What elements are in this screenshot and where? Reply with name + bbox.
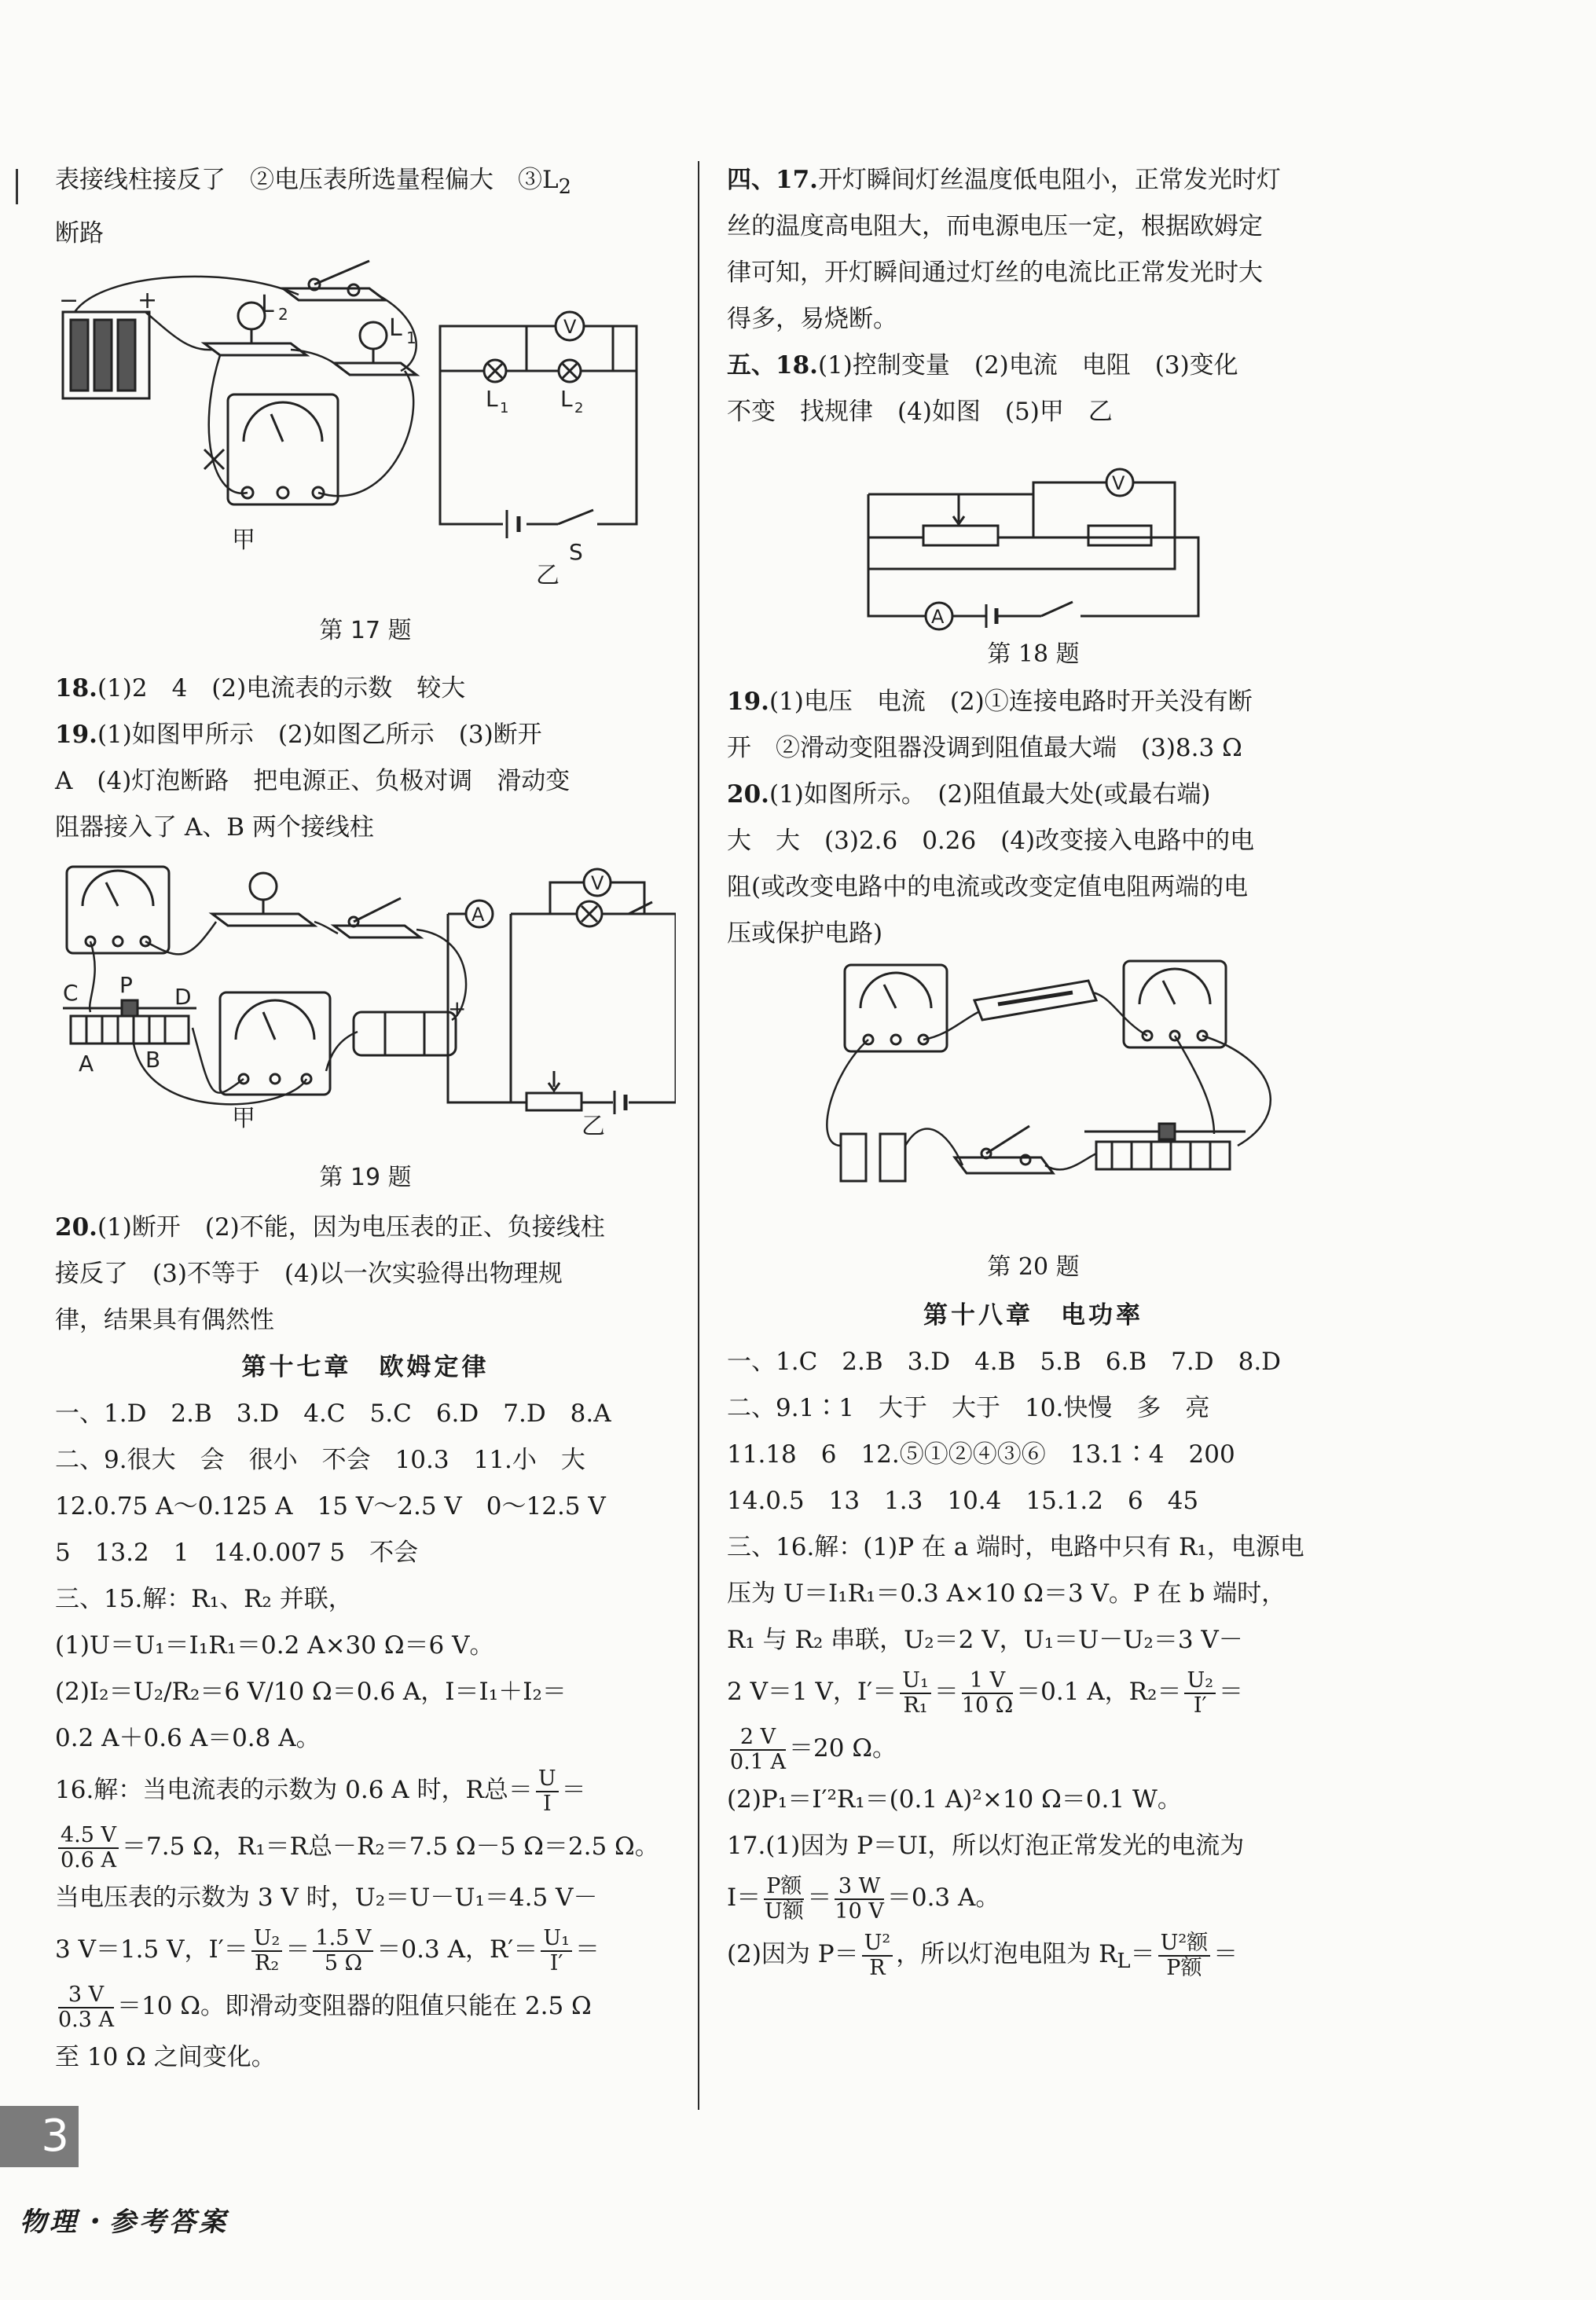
fraction: $\frac{\text{U₁}}{\text{R₁}}$ (900, 1669, 931, 1718)
svg-text:L: L (261, 291, 274, 319)
r-q17b-line-2: I＝ $\frac{\text{P额}}{\text{U额}}$ ＝ $\frac{3 W}{10 V}$ ＝0.3 A。 (727, 1873, 1000, 1924)
figure-18-caption: 第 18 题 (987, 640, 1080, 668)
svg-text:1: 1 (500, 400, 509, 417)
battery-icon (59, 287, 157, 398)
voltmeter-icon (1124, 961, 1226, 1047)
knife-switch-icon (334, 898, 420, 937)
q16-line-5: $\frac{3 V}{0.3 A}$ ＝10 Ω。即滑动变阻器的阻值只能在 2.5 Ω (58, 1982, 592, 2032)
intro-line-2: 断路 (55, 219, 104, 248)
q16-line-3: 当电压表的示数为 3 V 时，U₂＝U－U₁＝4.5 V－ (55, 1884, 598, 1913)
q19-line-2: A (4)灯泡断路 把电源正、负极对调 滑动变 (55, 767, 571, 796)
svg-text:L: L (486, 386, 498, 413)
ch18-answer-line: 11.18 6 12.⑤①②④③⑥ 13.1∶4 200 (727, 1440, 1235, 1469)
ch17-answer-line: (2)I₂＝U₂/R₂＝6 V/10 Ω＝0.6 A，I＝I₁＋I₂＝ (55, 1678, 567, 1707)
resistor-board-icon (974, 981, 1096, 1020)
svg-text:B: B (145, 1047, 161, 1073)
r-q19-line-2: 开 ②滑动变阻器没调到阻值最大端 (3)8.3 Ω (727, 734, 1242, 762)
svg-text:V: V (591, 872, 604, 895)
voltmeter-icon (220, 992, 330, 1095)
svg-text:L: L (389, 314, 402, 343)
figure-20 (727, 957, 1340, 1216)
fraction: $\frac{\text{P额}}{\text{U额}}$ (764, 1873, 804, 1924)
fraction: $\frac{1 V}{10 \Omega}$ (961, 1667, 1014, 1718)
lamp-l1-icon (334, 314, 416, 375)
svg-text:+: + (448, 996, 467, 1022)
battery-icon (841, 1134, 905, 1181)
r-q20-line-3: 阻(或改变电路中的电流或改变定值电阻两端的电 (727, 873, 1249, 901)
fraction: $\frac{U}{I}$ (536, 1767, 559, 1816)
right-column (727, 157, 1340, 1990)
svg-text:1: 1 (406, 328, 416, 348)
svg-text:D: D (174, 984, 192, 1011)
fraction: $\frac{2 V}{0.1 A}$ (730, 1724, 787, 1774)
lamp-icon (212, 873, 314, 926)
fraction: $\frac{4.5 V}{0.6 A}$ (58, 1824, 119, 1873)
ch18-answer-line: 二、9.1∶1 大于 大于 10.快慢 多 亮 (727, 1394, 1210, 1422)
r-q16-line-8: 2 V＝1 V，I′＝ $\frac{\text{U₁}}{\text{R₁}}$ ＝ $\frac{1 V}{10 \Omega}$ ＝0.1 A，R₂＝ $\frac{\text{U₂}}{I'}$ ＝ (727, 1667, 1244, 1718)
q16-line-4: 3 V＝1.5 V，I′＝ $\frac{\text{U₂}}{\text{R₂}}$ ＝ $\frac{1.5 V}{5 \Omega}$ ＝0.3 A，R′＝ $\frac{\text{U₁}}{I'}$ ＝ (55, 1925, 600, 1975)
r-q17-line-3: 律可知，开灯瞬间通过灯丝的电流比正常发光时大 (727, 259, 1263, 287)
svg-text:A: A (931, 606, 945, 628)
intro-line-1: 表接线柱接反了 ②电压表所选量程偏大 $③L_2$ (55, 166, 572, 200)
r-q18-line-2: 不变 找规律 (4)如图 (5)甲 乙 (727, 398, 1113, 426)
battery-icon (354, 1012, 456, 1055)
fraction: $\frac{\text{U₁}}{I'}$ (541, 1927, 572, 1975)
r-q20-line-4: 压或保护电路) (727, 919, 883, 948)
svg-text:−: − (59, 287, 79, 315)
figure-17 (55, 257, 676, 666)
ch17-answer-line: 5 13.2 1 14.0.007 5 不会 (55, 1539, 419, 1568)
q18-answer: 18.(1)2 4 (2)电流表的示数 较大 (55, 674, 466, 703)
svg-text:+: + (138, 287, 158, 315)
r-q16-line-9: $\frac{2 V}{0.1 A}$ ＝20 Ω。 (730, 1724, 897, 1774)
ch18-answer-line: 一、1.C 2.B 3.D 4.B 5.B 6.B 7.D 8.D (727, 1348, 1282, 1376)
chapter-18-title: 第十八章 电功率 (923, 1301, 1143, 1330)
left-column (55, 157, 676, 2081)
svg-text:S: S (569, 539, 583, 566)
r-q20-line-1: 20.(1)如图所示。 (2)阻值最大处(或最右端) (727, 780, 1211, 809)
r-q16-line-10: (2)P₁＝I′²R₁＝(0.1 A)²×10 Ω＝0.1 W。 (727, 1785, 1182, 1814)
svg-text:2: 2 (574, 400, 584, 417)
figure-19 (55, 851, 676, 1205)
rheostat-icon (1084, 1124, 1246, 1169)
q16-line-1: 16.解：当电流表的示数为 0.6 A 时，R总＝ $\frac{U}{I}$ ＝ (55, 1766, 586, 1816)
r-q17b-line-1: 17.(1)因为 P＝UI，所以灯泡正常发光的电流为 (727, 1832, 1245, 1860)
voltmeter-icon (204, 394, 338, 504)
fraction: $\frac{3 V}{0.3 A}$ (58, 1982, 115, 2032)
figure-20-wires (827, 992, 1270, 1169)
ch17-answer-line: 12.0.75 A～0.125 A 15 V～2.5 V 0～12.5 V (55, 1492, 606, 1521)
svg-text:V: V (563, 316, 577, 339)
chapter-17-title: 第十七章 欧姆定律 (241, 1353, 490, 1382)
r-q17b-line-3: (2)因为 P＝ $\frac{\text{U²}}{R}$ ，所以灯泡电阻为 $R_L=$ $\frac{\text{U²额}}{\text{P额}}$ ＝ (727, 1930, 1238, 1980)
q19-line-3: 阻器接入了 A、B 两个接线柱 (55, 813, 374, 842)
fraction: $\frac{3 W}{10 V}$ (835, 1873, 884, 1924)
footer-title: 物理・参考答案 (20, 2206, 229, 2238)
r-q18-line-1: 五、18.(1)控制变量 (2)电流 电阻 (3)变化 (727, 351, 1238, 380)
figure-19-caption: 第 19 题 (319, 1164, 412, 1192)
ch17-answer-line: (1)U＝U₁＝I₁R₁＝0.2 A×30 Ω＝6 V。 (55, 1631, 494, 1660)
ch18-answer-line: 压为 U＝I₁R₁＝0.3 A×10 Ω＝3 V。P 在 b 端时， (727, 1579, 1286, 1608)
ammeter-icon (67, 867, 169, 953)
svg-text:A: A (79, 1051, 94, 1077)
ch18-answer-line: 14.0.5 13 1.3 10.4 15.1.2 6 45 (727, 1487, 1199, 1515)
ch18-answer-line: R₁ 与 R₂ 串联，U₂＝2 V，U₁＝U－U₂＝3 V－ (727, 1626, 1243, 1654)
svg-text:V: V (1112, 472, 1125, 494)
ch18-answer-line: 三、16.解：(1)P 在 a 端时，电路中只有 R₁，电源电 (727, 1533, 1304, 1561)
fraction: $\frac{\text{U₂}}{I'}$ (1184, 1669, 1216, 1718)
q16-line-6: 至 10 Ω 之间变化。 (55, 2043, 276, 2072)
margin-mark (16, 169, 18, 204)
svg-text:甲: 甲 (232, 526, 255, 555)
r-q19-line-1: 19.(1)电压 电流 (2)①连接电路时开关没有断 (727, 688, 1253, 716)
svg-text:乙: 乙 (582, 1113, 605, 1141)
figure-18 (727, 435, 1340, 632)
q20-line-2: 接反了 (3)不等于 (4)以一次实验得出物理规 (55, 1260, 563, 1289)
r-q17-line-2: 丝的温度高电阻大，而电源电压一定，根据欧姆定 (727, 212, 1263, 240)
ch17-answer-line: 二、9.很大 会 很小 不会 10.3 11.小 大 (55, 1446, 585, 1475)
q20-line-3: 律，结果具有偶然性 (55, 1306, 274, 1335)
lamp-l2-icon (204, 291, 306, 355)
circuit-diagram-18 (868, 469, 1198, 629)
svg-text:2: 2 (278, 305, 288, 325)
q20-line-1: 20.(1)断开 (2)不能，因为电压表的正、负接线柱 (55, 1213, 605, 1242)
r-q17-line-1: 四、17.开灯瞬间灯丝温度低电阻小，正常发光时灯 (727, 166, 1281, 194)
svg-text:P: P (119, 972, 133, 999)
circuit-diagram-yi (440, 312, 637, 538)
q19-line-1: 19.(1)如图甲所示 (2)如图乙所示 (3)断开 (55, 721, 542, 750)
svg-text:乙: 乙 (536, 562, 560, 590)
svg-text:C: C (63, 980, 79, 1007)
ch17-answer-line: 三、15.解：R₁、R₂ 并联， (55, 1585, 353, 1614)
column-divider (698, 161, 699, 2110)
fraction: $\frac{\text{U₂}}{\text{R₂}}$ (251, 1927, 283, 1975)
svg-text:甲: 甲 (232, 1105, 255, 1133)
page-number: 3 (0, 2106, 79, 2167)
r-q17-line-4: 得多，易烧断。 (727, 305, 897, 333)
fraction: $\frac{1.5 V}{5 \Omega}$ (313, 1927, 373, 1975)
svg-text:L: L (560, 386, 573, 413)
fraction: $\frac{\text{U²}}{R}$ (862, 1931, 893, 1980)
ch17-answer-line: 一、1.D 2.B 3.D 4.C 5.C 6.D 7.D 8.A (55, 1399, 611, 1429)
r-q20-line-2: 大 大 (3)2.6 0.26 (4)改变接入电路中的电 (727, 827, 1255, 855)
figure-17-caption: 第 17 题 (319, 617, 412, 645)
knife-switch-icon (955, 1126, 1053, 1173)
ch17-answer-line: 0.2 A＋0.6 A＝0.8 A。 (55, 1724, 321, 1753)
fraction: $\frac{\text{U²额}}{\text{P额}}$ (1158, 1931, 1211, 1980)
q16-line-2: $\frac{4.5 V}{0.6 A}$ ＝7.5 Ω，R₁＝R总－R₂＝7.5 Ω－5 Ω＝2.5 Ω。 (55, 1818, 676, 1875)
svg-text:A: A (471, 904, 485, 926)
figure-20-caption: 第 20 题 (987, 1253, 1080, 1281)
